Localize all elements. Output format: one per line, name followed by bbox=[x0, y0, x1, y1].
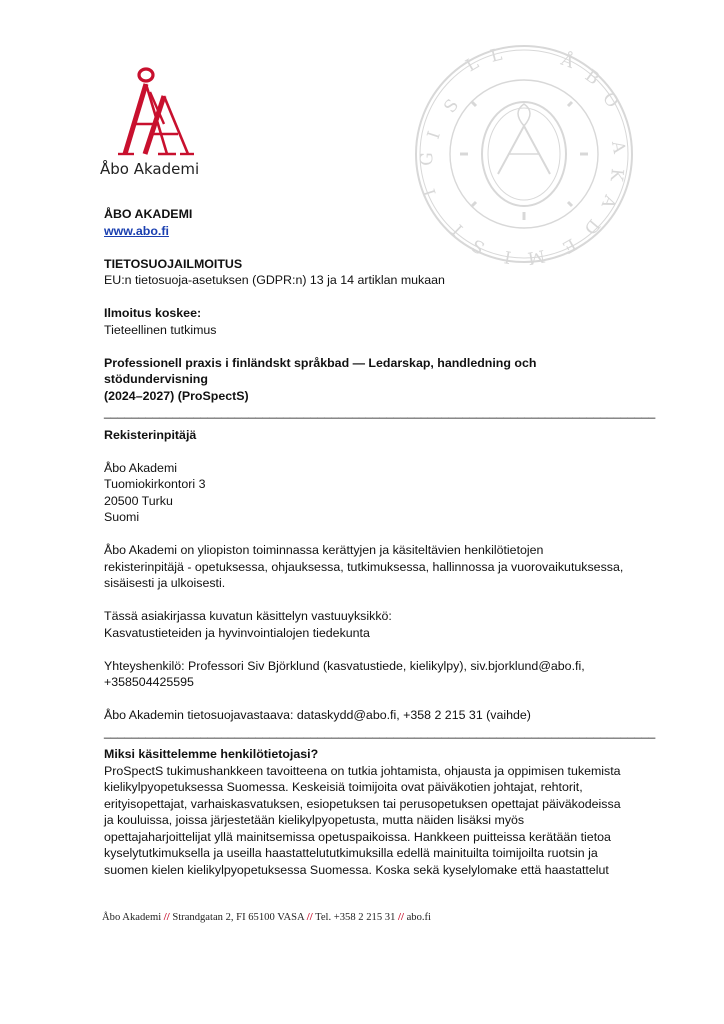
svg-text:A: A bbox=[596, 192, 620, 212]
website-link[interactable]: www.abo.fi bbox=[104, 223, 169, 238]
why-paragraph-line: kielikylpyopetuksessa Suomessa. Keskeisiä toimijoita ovat päiväkotien johtajat, rehtorit, bbox=[104, 780, 583, 794]
address-line: Suomi bbox=[104, 510, 140, 524]
divider-rule: ________________________________________________________________________________ bbox=[104, 405, 656, 419]
concerns-value: Tieteellinen tutkimus bbox=[104, 322, 217, 337]
concerns-label: Ilmoitus koskee: bbox=[104, 306, 202, 320]
svg-text:L: L bbox=[462, 53, 483, 77]
unit-label: Tässä asiakirjassa kuvatun käsittelyn vastuuyksikkö: bbox=[104, 609, 392, 623]
svg-text:Å: Å bbox=[558, 49, 577, 73]
dpo-contact: Åbo Akademin tietosuojavastaava: dataskydd@abo.fi, +358 2 215 31 (vaihde) bbox=[104, 708, 531, 722]
svg-text:S: S bbox=[468, 234, 489, 258]
controller-paragraph: sisäisesti ja ulkoisesti. bbox=[104, 576, 226, 590]
svg-text:E: E bbox=[558, 233, 580, 258]
address-line: Åbo Akademi bbox=[104, 460, 178, 475]
address-line: 20500 Turku bbox=[104, 493, 173, 508]
controller-heading: Rekisterinpitäjä bbox=[104, 427, 197, 442]
logo-wordmark: Åbo Akademi bbox=[100, 160, 200, 178]
svg-text:G: G bbox=[417, 151, 438, 167]
controller-paragraph: Åbo Akademi on yliopiston toiminnassa kerättyjen ja käsiteltävien henkilötietojen bbox=[104, 543, 544, 557]
notice-subtitle: EU:n tietosuoja-asetuksen (GDPR:n) 13 ja 14 artiklan mukaan bbox=[104, 273, 445, 287]
why-paragraph-line: ProSpectS tukimushankkeen tavoitteena on tutkia johtamista, ohjausta ja oppimisen tukemista bbox=[104, 763, 621, 778]
contact-person: Yhteyshenkilö: Professori Siv Björklund (kasvatustiede, kielikylpy), siv.bjorklund@abo.fi, bbox=[104, 658, 585, 673]
unit-value: Kasvatustieteiden ja hyvinvointialojen tiedekunta bbox=[104, 625, 370, 640]
controller-paragraph: rekisterinpitäjä - opetuksessa, ohjauksessa, tutkimuksessa, hallinnossa ja vuorovaikutuksessa, bbox=[104, 559, 624, 574]
svg-text:I: I bbox=[448, 219, 468, 239]
svg-text:D: D bbox=[579, 214, 604, 239]
why-heading: Miksi käsittelemme henkilötietojasi? bbox=[104, 747, 319, 761]
why-paragraph-line: kyselytutkimuksella ja useilla haastattelututkimuksilla edellä mainituilta toimijoilta ruotsin ja bbox=[104, 846, 598, 860]
footer-org: Åbo Akademi bbox=[102, 912, 162, 923]
footer-website: abo.fi bbox=[406, 912, 431, 923]
notice-title: TIETOSUOJAILMOITUS bbox=[104, 256, 243, 271]
svg-text:I: I bbox=[419, 186, 441, 199]
svg-text:I: I bbox=[502, 245, 513, 267]
why-paragraph-line: ja kouluissa, joissa järjestetään kielikylpyopetusta, mutta näiden lisäksi myös bbox=[104, 813, 525, 827]
abo-akademi-logo bbox=[100, 66, 240, 178]
svg-text:I: I bbox=[423, 128, 445, 142]
footer-separator: // bbox=[398, 912, 404, 923]
project-title-line-2: (2024–2027) (ProSpectS) bbox=[104, 388, 249, 403]
privacy-notice-body bbox=[104, 206, 656, 878]
why-paragraph-line: opettajaharjoittelijat yllä mainitsemissa opetuspaikoissa. Hankkeen puitteissa kerätään tietoa bbox=[104, 829, 611, 844]
svg-text:K: K bbox=[605, 167, 627, 183]
footer-separator: // bbox=[306, 912, 313, 923]
org-name: ÅBO AKADEMI bbox=[104, 207, 193, 221]
svg-text:O: O bbox=[598, 88, 623, 113]
divider-rule: ________________________________________________________________________________ bbox=[104, 724, 656, 739]
footer-address: Strandgatan 2, FI 65100 VASA bbox=[172, 912, 305, 923]
abo-akademi-logo-icon bbox=[100, 66, 200, 162]
contact-phone: +358504425595 bbox=[104, 675, 194, 689]
project-title-line-1: Professionell praxis i finländskt språkbad — Ledarskap, handledning och stödundervisning bbox=[104, 355, 537, 386]
footer-phone: Tel. +358 2 215 31 bbox=[315, 912, 396, 923]
svg-text:A: A bbox=[607, 139, 629, 155]
why-paragraph-line: suomen kielen kielikylpyopetuksessa Suomessa. Koska sekä kyselylomake että haastattelut bbox=[104, 862, 609, 877]
why-paragraph-line: erityisopettajat, varhaiskasvatuksen, esiopetuksen tai perusopetuksen opettajat päiväkodeissa bbox=[104, 796, 621, 811]
svg-text:B: B bbox=[581, 65, 603, 90]
page-footer bbox=[102, 912, 431, 923]
svg-text:L: L bbox=[488, 44, 505, 67]
footer-separator: // bbox=[163, 912, 170, 923]
address-line: Tuomiokirkontori 3 bbox=[104, 477, 206, 491]
svg-text:M: M bbox=[525, 245, 547, 268]
svg-text:S: S bbox=[440, 95, 464, 118]
